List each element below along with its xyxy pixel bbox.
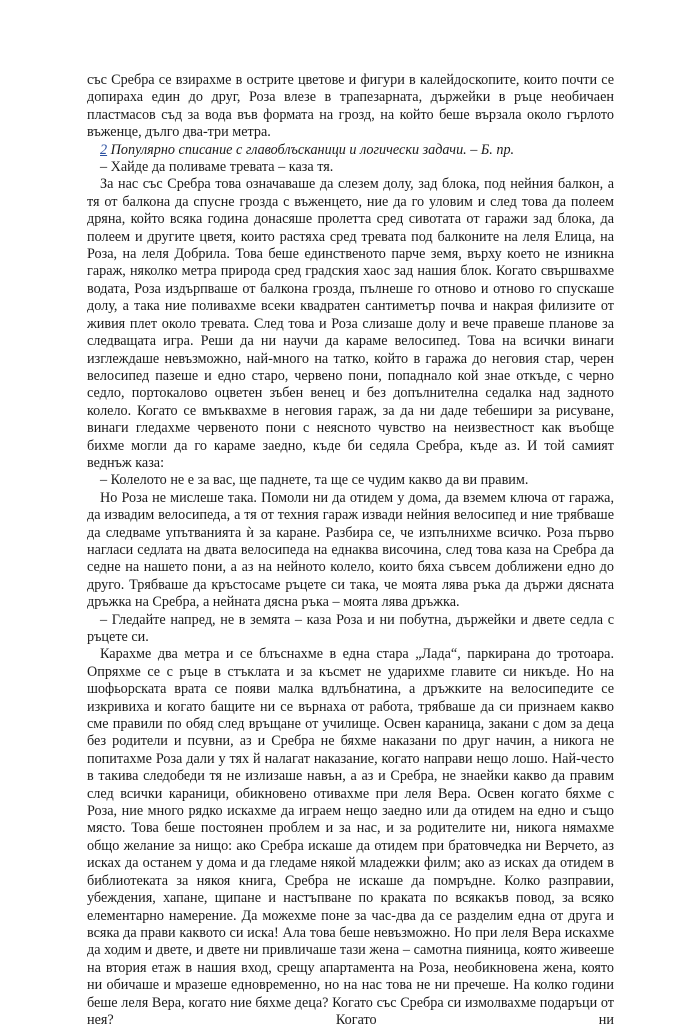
paragraph-body: Но Роза не мислеше така. Помоли ни да отидем у дома, да вземем ключа от гаража, да извадим велосипеда, а тя от техния гараж извади нейния велосипед и ние трябваше да следваме упътванията ѝ за каране. Разбира се, че изпълнихме всичко. Роза първо нагласи седлата на двата велосипеда на еднаква височина, след това каза на Сребра да седне на нашето пони, а аз на нейното колело, които бяха съвсем доближени едно до друго. Трябваше да кръстосаме ръцете си така, че моята лява ръка да държи дясната дръжка на Сребра, а нейната дясна ръка – моята лява дръжка.: [87, 489, 614, 611]
paragraph-dialogue: – Гледайте напред, не в земята – каза Роза и ни побутна, държейки и двете седла с ръцете си.: [87, 611, 614, 645]
paragraph-dialogue: – Хайде да поливаме тревата – каза тя.: [100, 159, 334, 176]
paragraph-dialogue: – Колелото не е за вас, ще паднете, та ще се чудим какво да ви правим.: [100, 472, 529, 489]
paragraph-body: Карахме два метра и се блъснахме в една стара „Лада“, паркирана до тротоара. Опряхме се с ръце в стъклата и за късмет не ударихме главите си никъде. Но на шофьорската врата се появи малка вдлъбнатина, а дръжките на велосипедите се изкривиха и когато бащите ни се върнаха от работа, трябваше да си признаем какво сме правили по обяд след връщане от училище. Освен караница, закани с дом за деца без родители и псувни, аз и Сребра не бяхме наказани по друг начин, а никога не попитахме Роза дали у тях й налагат наказание, когато направи нещо лошо. Най-често в такива следобеди тя не излизаше навън, а аз и Сребра, не знаейки какво да правим след всички караници, обикновено отивахме при леля Вера. Освен когато бяхме с Роза, ние много рядко искахме да играем нещо заедно или да отидем на едно и също място. Това беше постоянен проблем и за нас, и за родителите ни, никога нямахме общо желание за нищо: ако Сребра искаше да отидем при братовчедка ни Верчето, аз исках да останем у дома и да гледаме някой младежки филм; ако аз исках да отидем в библиотеката за някоя книга, Сребра не искаше да помръдне. Колко разправии, убеждения, хапане, щипане и настъпване по краката по всякакъв повод, за всяко елементарно намерение. Да можехме поне за час-два да се разделим една от друга и всяка да прави каквото си иска! Ала това беше невъзможно. Но при леля Вера искахме да ходим и двете, и двете ни привличаше тази жена – самотна пияница, която живееше на втория етаж в нашия вход, срещу апартамента на Роза, необикновена жена, която ни обичаше и мразеше едновременно, но на нас това не ни пречеше. На колко години беше леля Вера, когато ние бяхме деца? Когато със Сребра си измолвахме подаръци от нея? Когато ни: [87, 646, 614, 1028]
footnote-link[interactable]: 2: [100, 141, 108, 158]
paragraph-continuation: със Сребра се взирахме в острите цветове и фигури в калейдоскопите, които почти се допираха един до друг, Роза влезе в трапезарната, държейки в ръце необичаен пластмасов съд за вода във формата на грозд, на който беше вързала около гърлото въженце, дълго два-три метра.: [87, 72, 614, 141]
document-page: [87, 72, 614, 1029]
footnote: [87, 142, 614, 159]
footnote-text: Популярно списание с главоблъсканици и логически задачи. – Б. пр.: [107, 141, 515, 158]
paragraph-body: За нас със Сребра това означаваше да слезем долу, зад блока, под нейния балкон, а тя от балкона да спусне грозда с въженцето, ние да го уловим и след това да полеем дряна, който всяка година донасяше пролетта сред сивотата от гаражи зад блока, да полеем и другите цветя, които растяха сред тревата под балконите на леля Елица, на Роза, на леля Добрила. Това беше единственото парче земя, върху което не изникна гараж, няколко метра природа сред градския хаос зад нашия блок. Когато свършвахме водата, Роза издърпваше от балкона грозда, пълнеше го отново и отново го спускаше долу, а така ние поливахме всеки квадратен сантиметър почва и накрая филизите от живия плет около тревата. След това и Роза слизаше долу и вече правеше планове за следващата игра. Реши да ни научи да караме велосипед. Това на всички винаги изглеждаше невъзможно, най-много на татко, който в гаража до неговия стар, черен велосипед пазеше и едно старо, червено пони, попаднало кой знае откъде, с черно седло, портокалово оцветен зъбен венец и без допълнителна седалка над задното колело. Когато се вмъквахме в неговия гараж, за да ни даде тебешири за рисуване, винаги гледахме червеното пони с неясното чувство на неизвестност как въобще бихме могли да го караме заедно, къде би седяла Сребра, къде аз. И той самият веднъж каза:: [87, 176, 614, 471]
